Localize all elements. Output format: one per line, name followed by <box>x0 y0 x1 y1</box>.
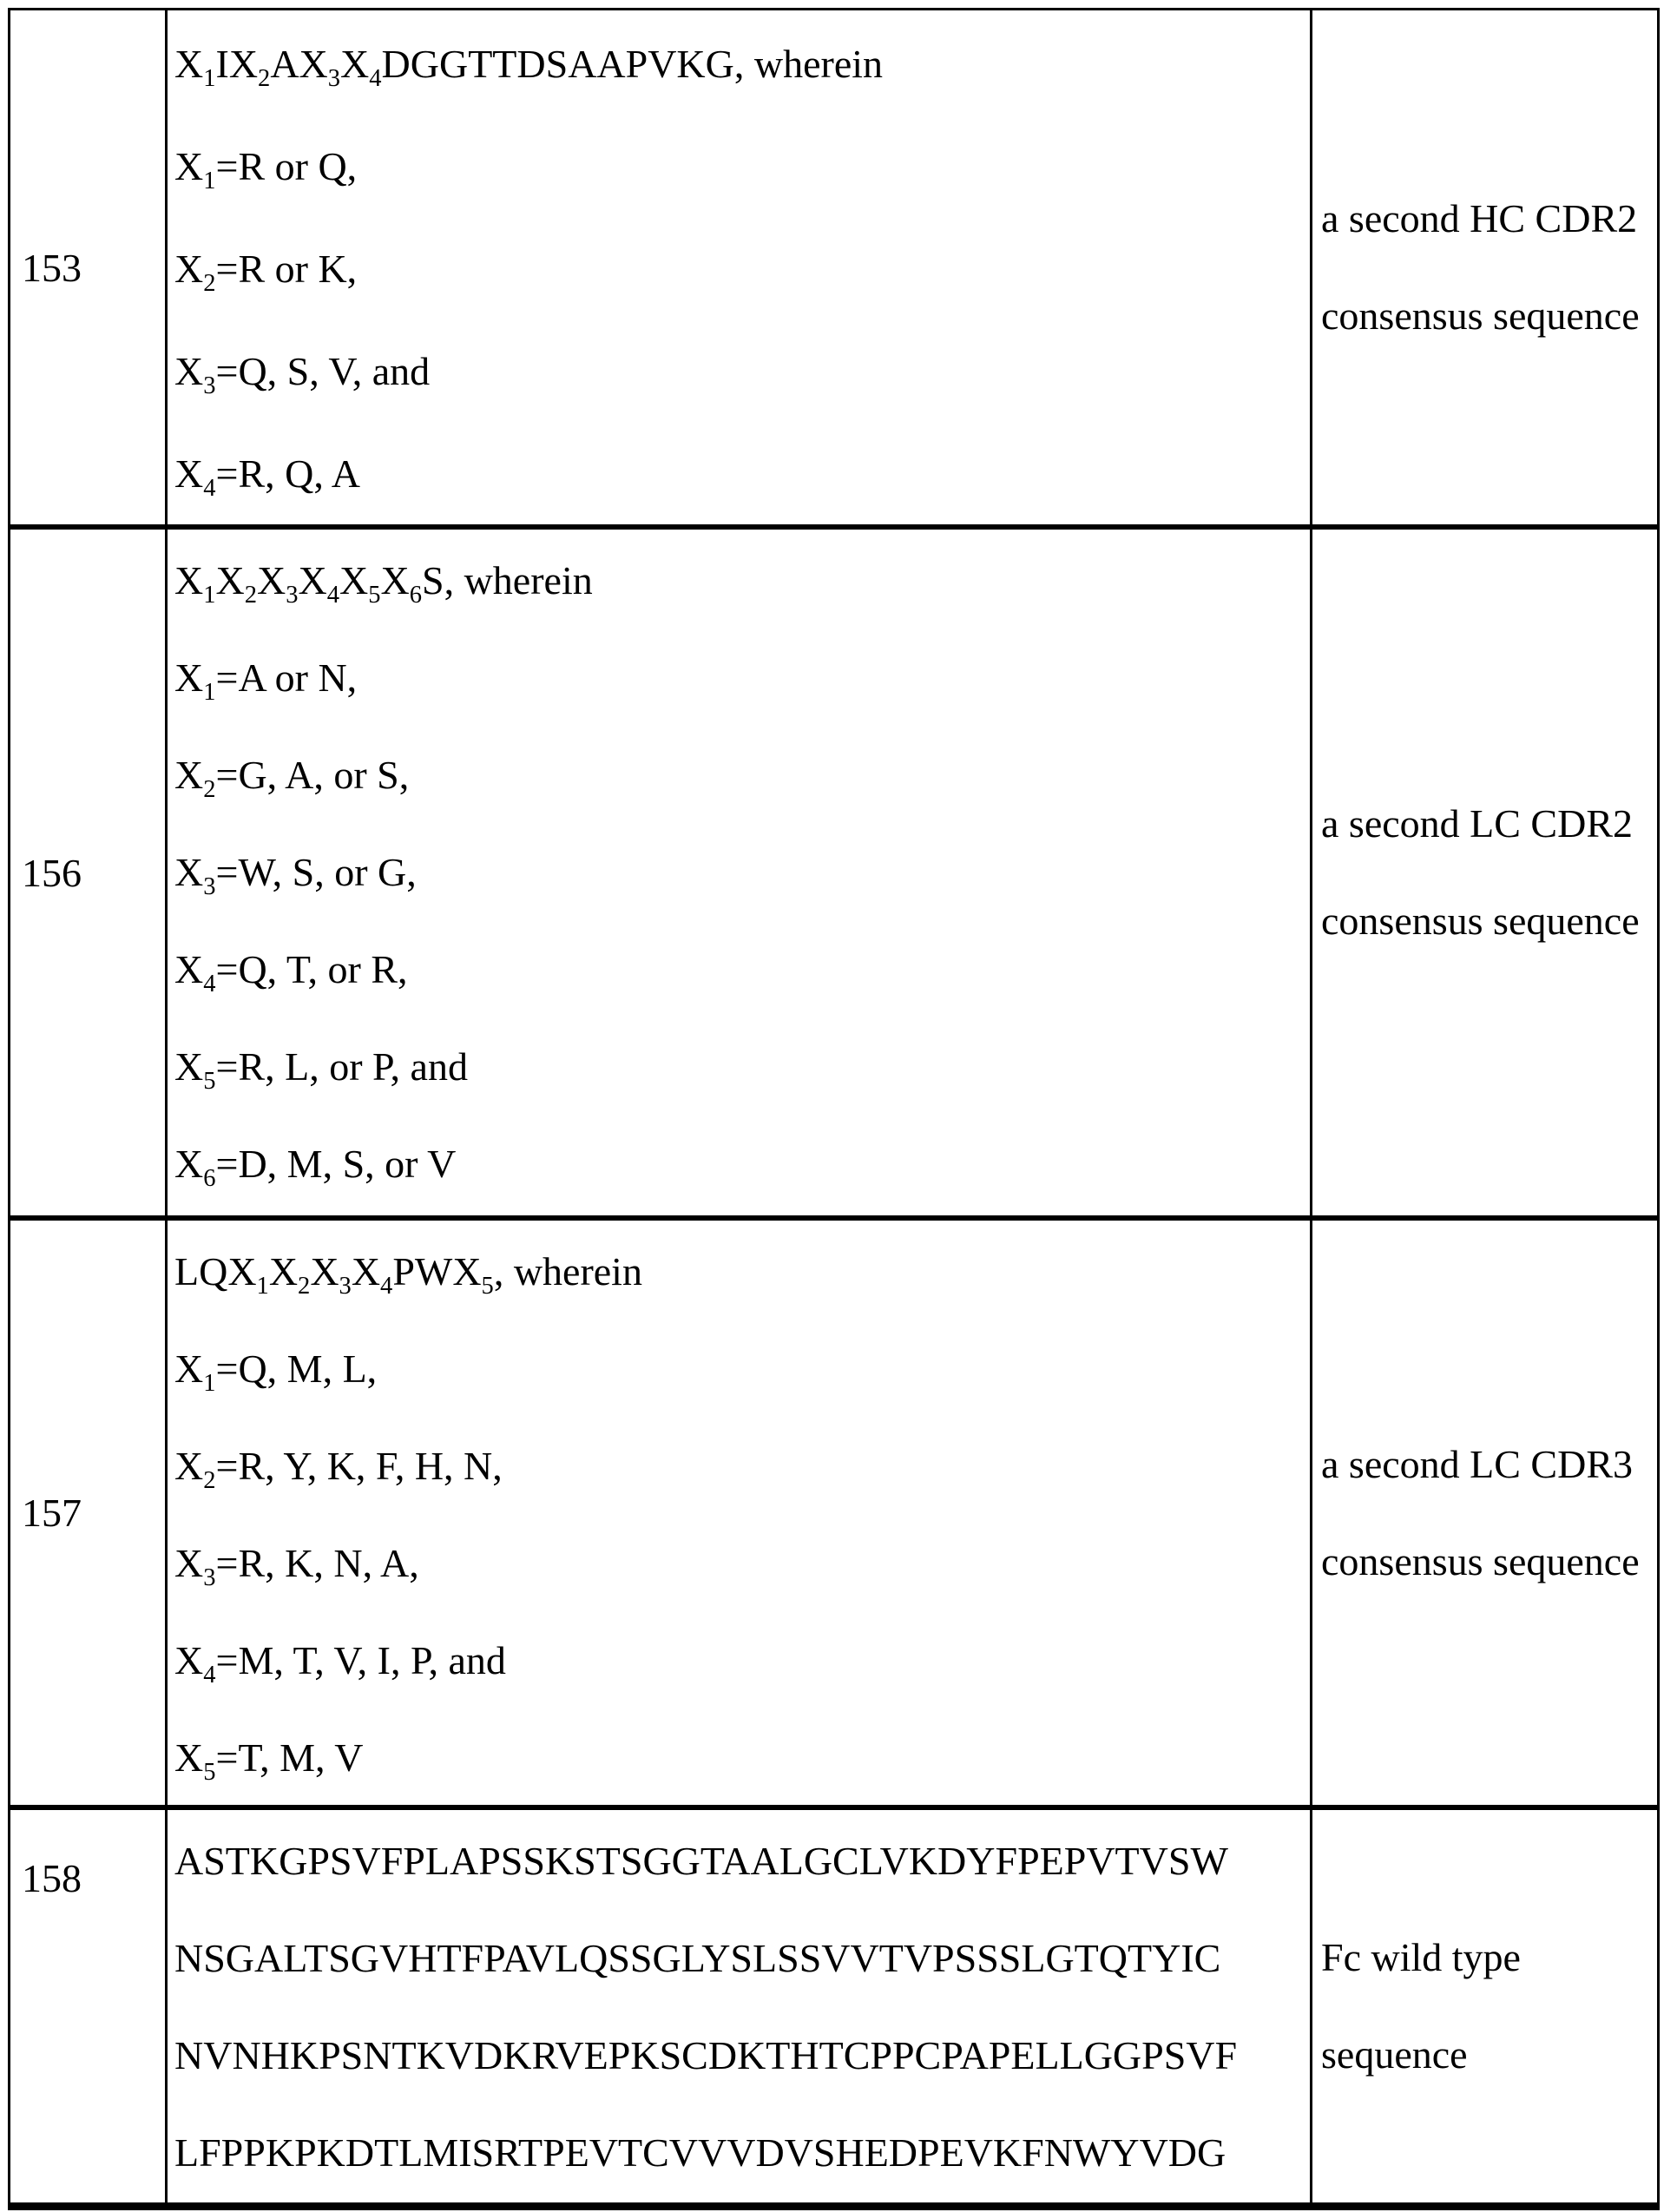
sequence-cell <box>165 1221 1312 1805</box>
sequence-line: $X_1X_2X_3X_4X_5X_6S$, wherein <box>174 558 593 609</box>
description-cell <box>1312 530 1657 1215</box>
subscript-digit: 4 <box>369 65 382 93</box>
sequence-line: $LQX_1X_2X_3X_4PWX_5$, wherein <box>174 1249 642 1300</box>
sequence-cell <box>165 530 1312 1215</box>
sequence-line: $X_2=R$, Y, K, F, H, N, <box>174 1444 503 1495</box>
subscript-digit: 2 <box>244 582 257 609</box>
subscript-digit: 4 <box>203 475 216 503</box>
subscript-digit: 5 <box>203 1068 216 1096</box>
description-cell <box>1312 1221 1657 1805</box>
subscript-digit: 3 <box>203 1564 216 1592</box>
sequence-line: $X_3=R$, K, N, A, <box>174 1541 419 1592</box>
table-row <box>10 1805 1657 2202</box>
sequence-line: NVNHKPSNTKVDKRVEPKSCDKTHTCPPCPAPELLGGPSVF <box>174 2033 1238 2077</box>
description-line: a second LC CDR3 <box>1321 1441 1634 1486</box>
sequence-line: $X_1=A$ or N, <box>174 655 358 707</box>
subscript-digit: 6 <box>409 582 422 609</box>
seq-id: 156 <box>22 850 82 895</box>
subscript-digit: 2 <box>258 65 271 93</box>
subscript-digit: 1 <box>203 582 216 609</box>
description-line: a second LC CDR2 <box>1321 801 1634 846</box>
subscript-digit: 1 <box>203 168 216 195</box>
subscript-digit: 2 <box>203 270 216 298</box>
description-line: a second HC CDR2 <box>1321 196 1638 240</box>
description-line: sequence <box>1321 2032 1468 2077</box>
subscript-digit: 5 <box>203 1759 216 1787</box>
subscript-digit: 2 <box>298 1273 311 1300</box>
sequence-line: $X_1=Q$, M, L, <box>174 1346 378 1398</box>
seq-id-cell <box>10 1810 165 2202</box>
sequence-line: LFPPKPKDTLMISRTPEVTCVVVDVSHEDPEVKFNWYVDG <box>174 2130 1227 2175</box>
seq-id: 158 <box>22 1856 82 1900</box>
sequence-line: $X_6=D$, M, S, or V <box>174 1142 457 1193</box>
subscript-digit: 3 <box>203 873 216 901</box>
description-line: consensus sequence <box>1321 899 1640 943</box>
seq-id-cell <box>10 530 165 1215</box>
subscript-digit: 6 <box>203 1165 216 1193</box>
subscript-digit: 2 <box>203 776 216 804</box>
subscript-digit: 4 <box>203 971 216 998</box>
subscript-digit: 1 <box>256 1273 269 1300</box>
seq-id: 153 <box>22 245 82 290</box>
sequence-line: $X_4=M$, T, V, I, P, and <box>174 1638 506 1689</box>
sequence-cell <box>165 10 1312 524</box>
subscript-digit: 3 <box>286 582 299 609</box>
subscript-digit: 3 <box>327 65 341 93</box>
sequence-line: $X_4=Q$, T, or R, <box>174 947 408 998</box>
description-cell <box>1312 1810 1657 2202</box>
subscript-digit: 1 <box>203 1370 216 1398</box>
table-row <box>10 524 1657 1215</box>
seq-id-cell <box>10 1221 165 1805</box>
description-line: consensus sequence <box>1321 1538 1640 1583</box>
sequence-line: $X_2=R$ or K, <box>174 247 358 298</box>
description-line: consensus sequence <box>1321 293 1640 338</box>
sequence-line: $X_4=R$, Q, A <box>174 451 361 503</box>
sequence-line: $X_1=R$ or Q, <box>174 144 358 195</box>
sequence-cell <box>165 1810 1312 2202</box>
subscript-digit: 4 <box>203 1662 216 1689</box>
seq-id: 157 <box>22 1491 82 1535</box>
sequence-table <box>8 8 1660 2210</box>
subscript-digit: 1 <box>203 679 216 707</box>
sequence-line: $X_5=T$, M, V <box>174 1735 364 1787</box>
subscript-digit: 1 <box>203 65 216 93</box>
subscript-digit: 2 <box>203 1467 216 1495</box>
table-row <box>10 10 1657 524</box>
subscript-digit: 5 <box>481 1273 494 1300</box>
sequence-line: NSGALTSGVHTFPAVLQSSGLYSLSSVVTVPSSSLGTQTYIC <box>174 1936 1221 1980</box>
sequence-line: ASTKGPSVFPLAPSSKSTSGGTAALGCLVKDYFPEPVTVSW <box>174 1839 1228 1883</box>
description-cell <box>1312 10 1657 524</box>
subscript-digit: 4 <box>326 582 339 609</box>
sequence-line: $X_3=Q$, S, V, and <box>174 349 431 400</box>
table-row <box>10 1215 1657 1805</box>
subscript-digit: 3 <box>339 1273 352 1300</box>
description-line: Fc wild type <box>1321 1935 1521 1979</box>
subscript-digit: 4 <box>380 1273 393 1300</box>
subscript-digit: 5 <box>368 582 381 609</box>
sequence-line: $X_5=R$, L, or P, and <box>174 1044 468 1096</box>
sequence-line: $X_2=G$, A, or S, <box>174 753 410 804</box>
seq-id-cell <box>10 10 165 524</box>
subscript-digit: 3 <box>203 372 216 400</box>
sequence-line: $X_1IX_2AX_3X_4DGGTTDSAAPVKG$, wherein <box>174 42 884 93</box>
sequence-line: $X_3=W$, S, or G, <box>174 850 417 901</box>
